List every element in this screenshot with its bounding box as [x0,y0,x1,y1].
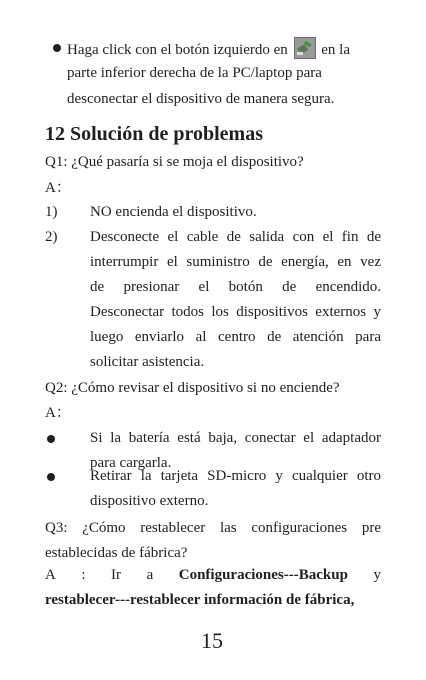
q3-answer-a: a [146,567,154,583]
q3-answer-line-1 [45,565,381,585]
q1-item-1-number: 1) [45,204,58,220]
q3-answer-ir: Ir [111,567,122,583]
q2-item-2-line-1: Retirar la tarjeta SD-micro y cualquier otro [90,468,381,484]
q2-answer-label: A： [45,405,71,421]
bullet-dot [47,435,55,443]
q1-item-2-line-6: solicitar asistencia. [90,354,205,370]
top-bullet-line-1 [67,37,350,60]
q1-item-2-line-4: Desconectar todos los dispositivos externos y [90,304,381,320]
safely-remove-hardware-icon [294,37,316,59]
q3-answer-label: A [45,567,56,583]
q3-answer-config-backup: Configuraciones---Backup [178,567,348,583]
q2-item-2-line-2: dispositivo externo. [90,493,209,509]
q3-answer-line-2: restablecer---restablecer información de fábrica, [45,592,355,608]
bullet-dot [53,44,61,52]
q1-item-2-line-3: de presionar el botón de encendido. [90,279,381,295]
top-bullet-text-after-icon: en la [321,42,350,58]
q1-answer-label: A： [45,180,71,196]
top-bullet-text-before-icon: Haga click con el botón izquierdo en [67,42,288,58]
q1-item-1-line-1: NO encienda el dispositivo. [90,204,257,220]
top-bullet-line-3: desconectar el dispositivo de manera segura. [67,91,335,107]
top-bullet-line-2: parte inferior derecha de la PC/laptop para [67,65,322,81]
q3-question-line-2: establecidas de fábrica? [45,545,188,561]
q3-answer-y: y [373,567,381,583]
q1-item-2-number: 2) [45,229,58,245]
q1-item-2-line-5: luego enviarlo al centro de atención para [90,329,381,345]
q2-item-1-line-2: para cargarla. [90,455,172,471]
q2-question: Q2: ¿Cómo revisar el dispositivo si no enciende? [45,380,340,396]
bullet-dot [47,473,55,481]
q3-answer-colon: : [81,567,86,583]
q1-item-2-line-1: Desconecte el cable de salida con el fin de [90,229,381,245]
section-title: 12 Solución de problemas [45,123,263,145]
page-number: 15 [201,628,223,653]
q2-item-1-line-1: Si la batería está baja, conectar el adaptador [90,430,381,446]
q1-item-2-line-2: interrumpir el suministro de energía, en vez [90,254,381,270]
q3-question-line-1: Q3: ¿Cómo restablecer las configuraciones pre [45,520,381,536]
q1-question: Q1: ¿Qué pasaría si se moja el dispositivo? [45,154,304,170]
